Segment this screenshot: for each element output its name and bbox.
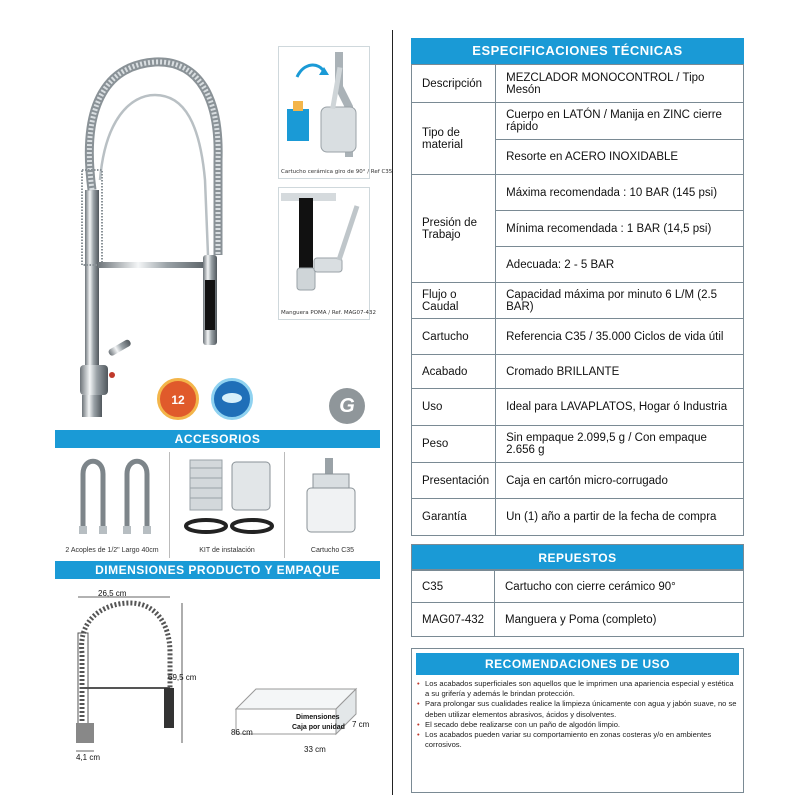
cartridge-illustration	[279, 47, 371, 167]
box-height: 7 cm	[352, 720, 370, 729]
spec-value: Máxima recomendada : 10 BAR (145 psi)	[496, 175, 744, 211]
spec-row-garantia	[412, 499, 744, 536]
repuesto-row	[412, 571, 744, 603]
accessory-cartridge	[285, 452, 380, 558]
repuesto-row	[412, 603, 744, 637]
spec-value: Cuerpo en LATÓN / Manija en ZINC cierre rápido	[496, 103, 744, 140]
repuesto-code: C35	[412, 571, 495, 603]
spec-value: Cromado BRILLANTE	[496, 355, 744, 389]
spec-row-acabado	[412, 355, 744, 389]
accessory-hoses-caption: 2 Acoples de 1/2" Largo 40cm	[65, 547, 159, 554]
recomendacion-item: • El secado debe realizarse con un paño de algodón limpio.	[412, 720, 743, 730]
spec-row-descripcion	[412, 65, 744, 103]
spec-label: Garantía	[412, 499, 496, 536]
warranty-badge-number: 12	[171, 393, 185, 407]
accesorios-panel	[55, 452, 380, 558]
spec-value: Resorte en ACERO INOXIDABLE	[496, 140, 744, 175]
hose-thumbnail	[278, 187, 376, 320]
install-kit-icon	[170, 452, 285, 542]
hose-illustration	[279, 188, 371, 308]
spec-row-cartucho	[412, 319, 744, 355]
spec-value: Ideal para LAVAPLATOS, Hogar ó Industria	[496, 389, 744, 426]
recomendacion-item: • Para prolongar sus cualidades realice la limpieza únicamente con agua y jabón suave, no se deben utilizar elementos abrasivos, ácidos y disolventes.	[412, 699, 743, 719]
box-label-line2: Caja por unidad	[292, 724, 345, 731]
repuesto-desc: Cartucho con cierre cerámico 90°	[495, 571, 744, 603]
cartridge-caption: Cartucho cerámica giro de 90° / Ref C35	[281, 169, 393, 175]
spec-label: Tipo de material	[412, 103, 496, 175]
spec-label: Cartucho	[412, 319, 496, 355]
spec-label: Flujo o Caudal	[412, 283, 496, 319]
spec-label: Acabado	[412, 355, 496, 389]
cartridge-accessory-caption: Cartucho C35	[310, 547, 355, 554]
repuestos-table	[411, 570, 744, 637]
spec-row-tipo-material	[412, 103, 744, 140]
recomendacion-item: • Los acabados pueden variar su comportamiento en zonas costeras y/o en ambientes corrosivos.	[412, 730, 743, 750]
recomendaciones-panel	[411, 648, 744, 793]
box-depth: 86 cm	[231, 728, 253, 737]
spec-label: Presión de Trabajo	[412, 175, 496, 283]
accessory-hoses	[55, 452, 170, 558]
dimensiones-title: DIMENSIONES PRODUCTO Y EMPAQUE	[55, 561, 380, 579]
spec-label: Peso	[412, 426, 496, 463]
box-width: 33 cm	[304, 745, 326, 754]
box-label-line1: Dimensiones	[296, 714, 340, 721]
specs-panel	[411, 38, 744, 637]
specs-table	[411, 64, 744, 536]
cartridge-icon	[285, 452, 380, 542]
spec-row-flujo	[412, 283, 744, 319]
spec-row-presion	[412, 175, 744, 211]
spec-value: Adecuada: 2 - 5 BAR	[496, 247, 744, 283]
repuesto-code: MAG07-432	[412, 603, 495, 637]
brand-logo	[329, 388, 365, 424]
spec-value: Sin empaque 2.099,5 g / Con empaque 2.656 g	[496, 426, 744, 463]
specs-title: ESPECIFICACIONES TÉCNICAS	[411, 38, 744, 64]
spec-row-peso	[412, 426, 744, 463]
spec-value: Capacidad máxima por minuto 6 L/M (2.5 BAR)	[496, 283, 744, 319]
recomendacion-item: • Los acabados superficiales son aquellos que le imprimen una apariencia especial y estética a su grifería y además le brindan protección.	[412, 679, 743, 699]
spec-value: Un (1) año a partir de la fecha de compra	[496, 499, 744, 536]
spec-label: Descripción	[412, 65, 496, 103]
spec-value: Caja en cartón micro-corrugado	[496, 463, 744, 499]
dimension-height: 69,5 cm	[168, 673, 197, 682]
quality-badge	[211, 378, 253, 420]
spec-row-uso	[412, 389, 744, 426]
spec-row-presentacion	[412, 463, 744, 499]
spec-value: MEZCLADOR MONOCONTROL / Tipo Mesón	[496, 65, 744, 103]
cartridge-thumbnail	[278, 46, 393, 179]
spec-value: Referencia C35 / 35.000 Ciclos de vida útil	[496, 319, 744, 355]
dimension-width: 26,5 cm	[98, 589, 127, 598]
hose-caption: Manguera POMA / Ref. MAG07-432	[281, 310, 376, 316]
flex-hose-icon	[55, 452, 170, 542]
accessory-install-kit	[170, 452, 285, 558]
spec-label: Uso	[412, 389, 496, 426]
install-kit-caption: KIT de instalación	[199, 547, 255, 554]
recomendaciones-title: RECOMENDACIONES DE USO	[416, 653, 739, 675]
warranty-badge	[157, 378, 199, 420]
spec-label: Presentación	[412, 463, 496, 499]
brand-logo-letter: G	[339, 395, 355, 417]
repuesto-desc: Manguera y Poma (completo)	[495, 603, 744, 637]
column-divider	[392, 30, 393, 795]
water-drop-icon	[222, 393, 242, 403]
repuestos-title: REPUESTOS	[411, 544, 744, 570]
faucet-product-image	[60, 40, 240, 425]
accesorios-title: ACCESORIOS	[55, 430, 380, 448]
dimension-base: 4,1 cm	[76, 753, 101, 762]
spec-value: Mínima recomendada : 1 BAR (14,5 psi)	[496, 211, 744, 247]
